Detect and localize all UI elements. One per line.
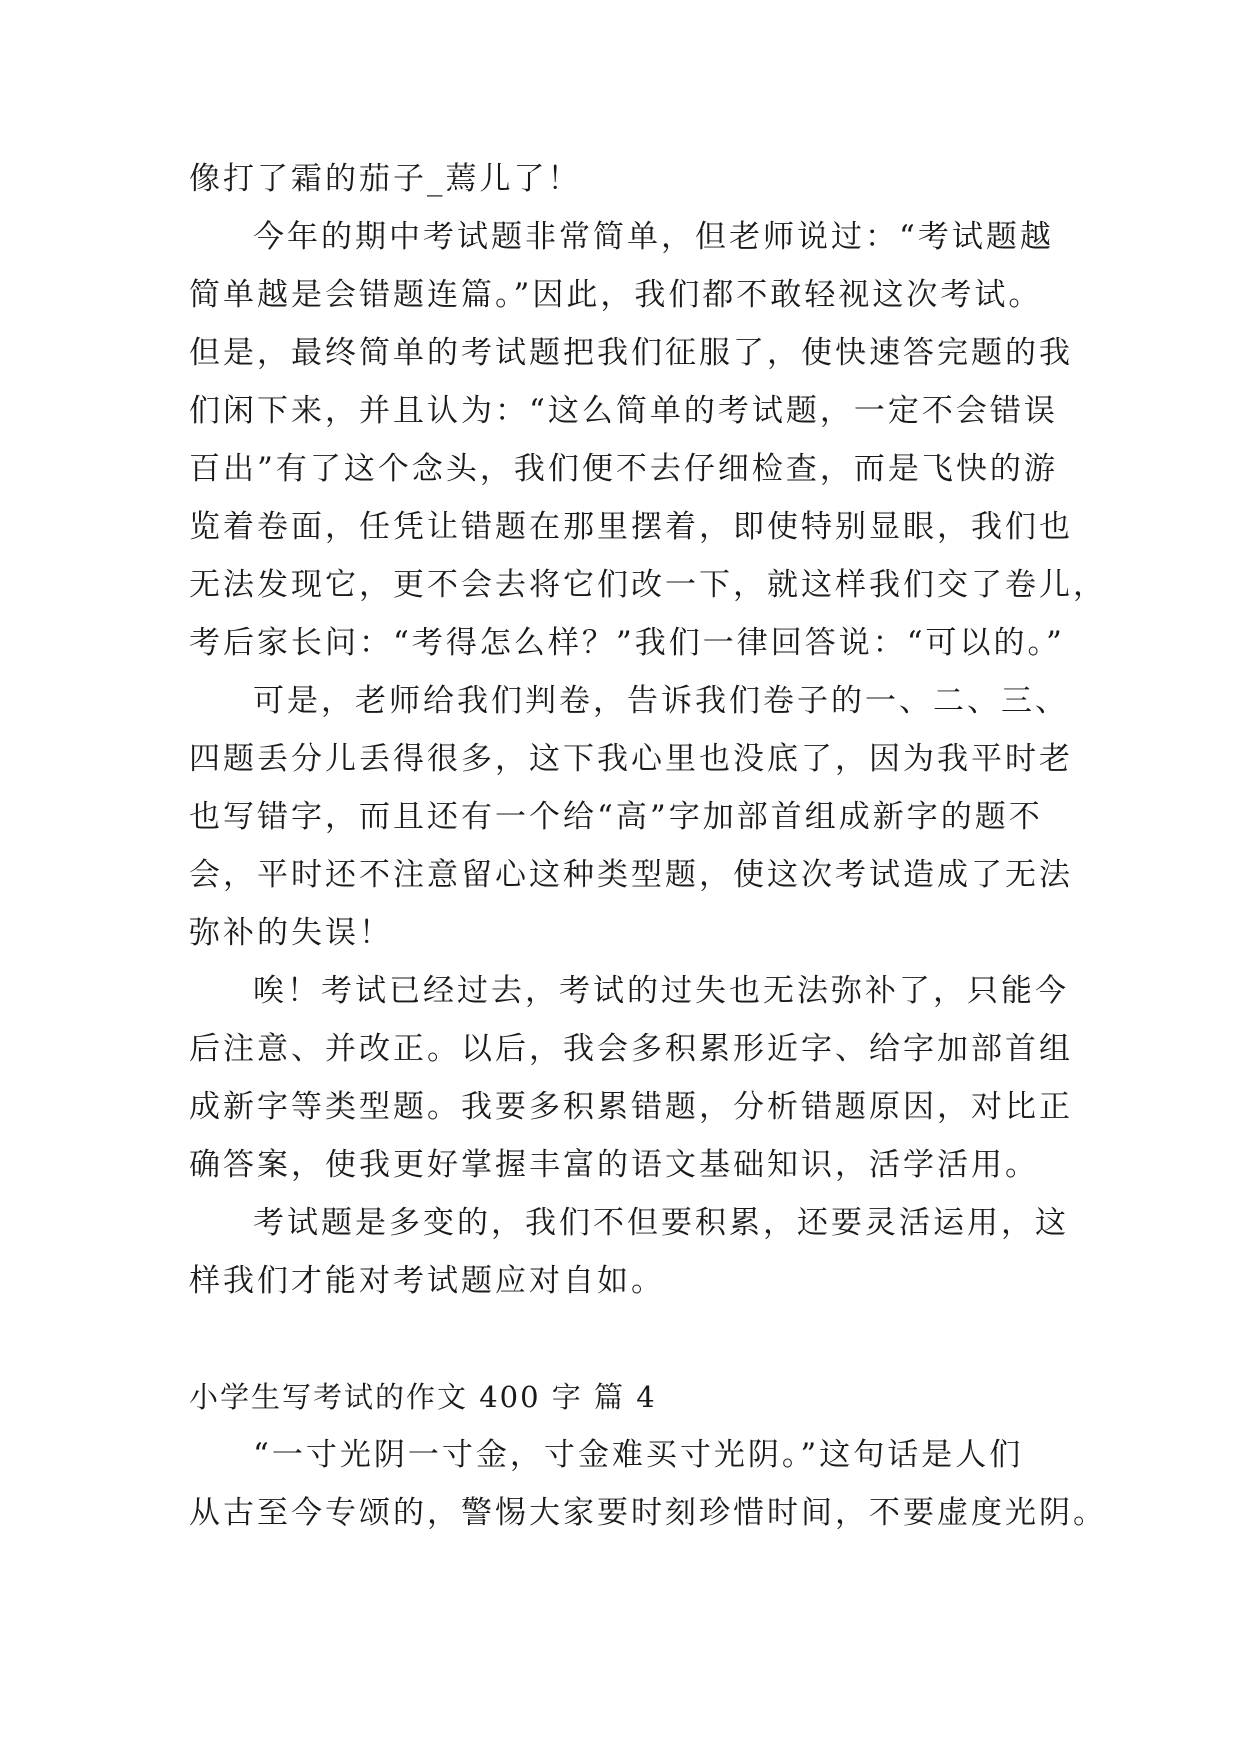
- paragraph-line: 四题丢分儿丢得很多，这下我心里也没底了，因为我平时老: [189, 741, 1073, 777]
- paragraph-line: 无法发现它，更不会去将它们改一下，就这样我们交了卷儿，: [189, 567, 1107, 603]
- paragraph-line: 样我们才能对考试题应对自如。: [189, 1263, 665, 1299]
- paragraph-line: 弥补的失误！: [189, 915, 393, 951]
- paragraph-line: 今年的期中考试题非常简单，但老师说过：“考试题越: [253, 219, 1054, 255]
- section-title: 小学生写考试的作文 400 字 篇 4: [189, 1380, 657, 1414]
- paragraph-line: 考试题是多变的，我们不但要积累，还要灵活运用，这: [253, 1205, 1069, 1241]
- document-body: [189, 150, 1107, 1542]
- paragraph-line: 百出”有了这个念头，我们便不去仔细检查，而是飞快的游: [189, 451, 1058, 487]
- paragraph-line: 简单越是会错题连篇。”因此，我们都不敢轻视这次考试。: [189, 277, 1043, 313]
- paragraph-line: 后注意、并改正。以后，我会多积累形近字、给字加部首组: [189, 1031, 1073, 1067]
- paragraph-line: 会，平时还不注意留心这种类型题，使这次考试造成了无法: [189, 857, 1073, 893]
- paragraph-line: 从古至今专颂的，警惕大家要时刻珍惜时间，不要虚度光阴。: [189, 1495, 1107, 1531]
- paragraph-line: 也写错字，而且还有一个给“高”字加部首组成新字的题不: [189, 799, 1043, 835]
- paragraph-line: 览着卷面，任凭让错题在那里摆着，即使特别显眼，我们也: [189, 509, 1073, 545]
- paragraph-line: 考后家长问：“考得怎么样？”我们一律回答说：“可以的。”: [189, 625, 1065, 661]
- paragraph-line: 成新字等类型题。我要多积累错题，分析错题原因，对比正: [189, 1089, 1073, 1125]
- paragraph-line: 但是，最终简单的考试题把我们征服了，使快速答完题的我: [189, 335, 1073, 371]
- paragraph-line: 们闲下来，并且认为：“这么简单的考试题，一定不会错误: [189, 393, 1058, 429]
- paragraph-line: 确答案，使我更好掌握丰富的语文基础知识，活学活用。: [189, 1147, 1039, 1183]
- section-spacer: [189, 1310, 1069, 1368]
- paragraph-line: “一寸光阴一寸金，寸金难买寸光阴。”这句话是人们: [253, 1437, 1024, 1473]
- paragraph-line: 唉！考试已经过去，考试的过失也无法弥补了，只能今: [253, 973, 1069, 1009]
- paragraph-line: 像打了霜的茄子_蔫儿了！: [189, 161, 582, 197]
- paragraph-line: 可是，老师给我们判卷，告诉我们卷子的一、二、三、: [253, 683, 1069, 719]
